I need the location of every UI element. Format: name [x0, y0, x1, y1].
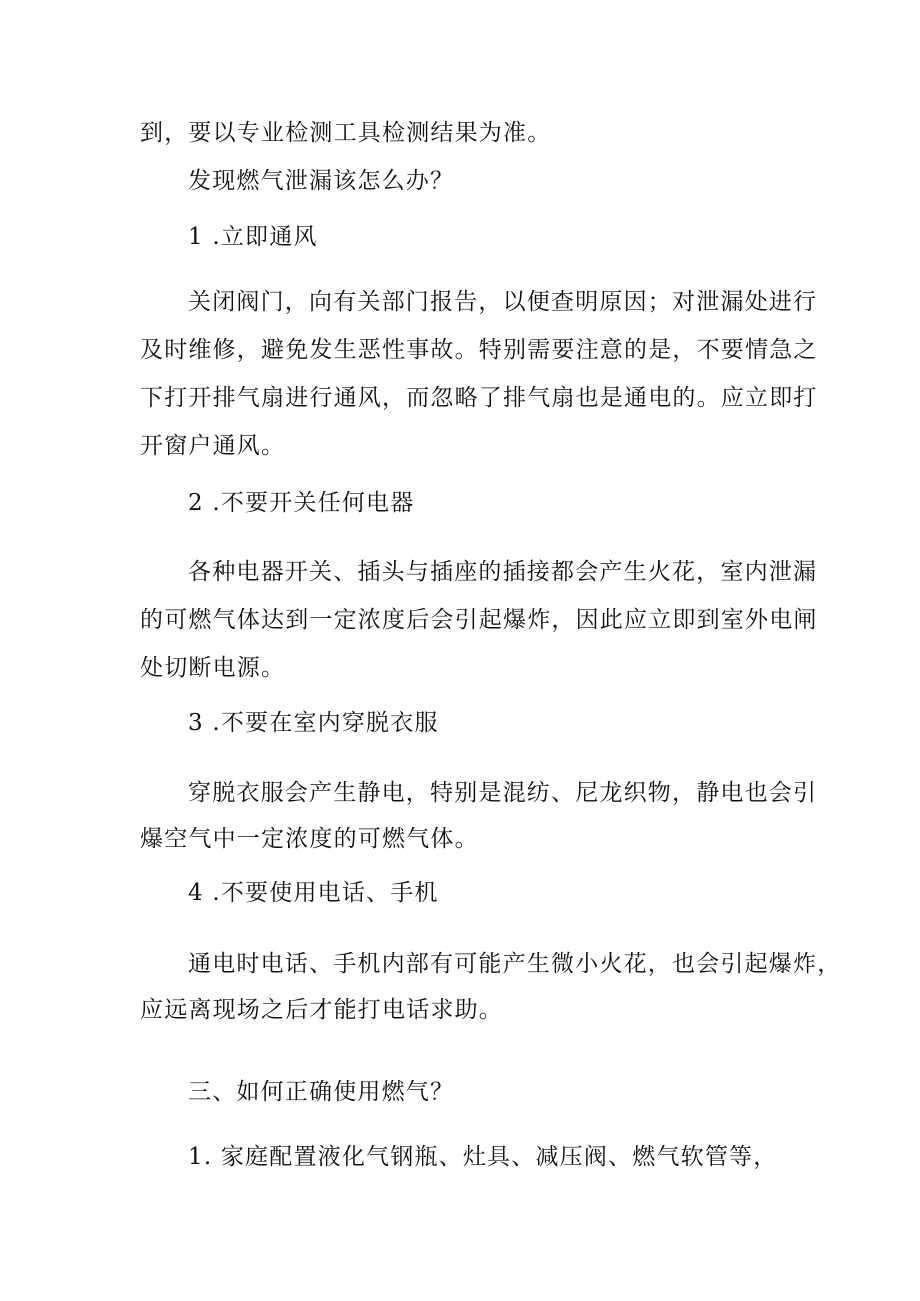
- item-heading-4: 4 .不要使用电话、手机: [188, 880, 439, 906]
- text-line: 的可燃气体达到一定浓度后会引起爆炸，因此应立即到室外电闸: [140, 607, 818, 633]
- item-heading-2: 2 .不要开关任何电器: [188, 490, 415, 516]
- text-line: 关闭阀门，向有关部门报告，以便查明原因；对泄漏处进行: [188, 289, 818, 315]
- text-line: 1. 家庭配置液化气钢瓶、灶具、减压阀、燃气软管等，: [188, 1144, 778, 1170]
- text-line: 下打开排气扇进行通风，而忽略了排气扇也是通电的。应立即打: [140, 385, 818, 411]
- text-line: 各种电器开关、插头与插座的插接都会产生火花，室内泄漏: [188, 559, 818, 585]
- text-line: 通电时电话、手机内部有可能产生微小火花，也会引起爆炸，: [188, 951, 842, 977]
- text-line: 及时维修，避免发生恶性事故。特别需要注意的是，不要情急之: [140, 337, 818, 363]
- item-heading-1: 1 .立即通风: [188, 224, 318, 250]
- item-heading-3: 3 .不要在室内穿脱衣服: [188, 710, 439, 736]
- text-line: 开窗户通风。: [140, 433, 286, 459]
- text-line: 爆空气中一定浓度的可燃气体。: [140, 826, 479, 852]
- text-line: 应远离现场之后才能打电话求助。: [140, 997, 503, 1023]
- section-question: 发现燃气泄漏该怎么办？: [188, 168, 455, 194]
- text-line: 穿脱衣服会产生静电，特别是混纺、尼龙织物，静电也会引: [188, 780, 818, 806]
- text-line: 到，要以专业检测工具检测结果为准。: [140, 120, 552, 146]
- section-heading-3: 三、如何正确使用燃气？: [188, 1079, 455, 1105]
- text-line: 处切断电源。: [140, 655, 286, 681]
